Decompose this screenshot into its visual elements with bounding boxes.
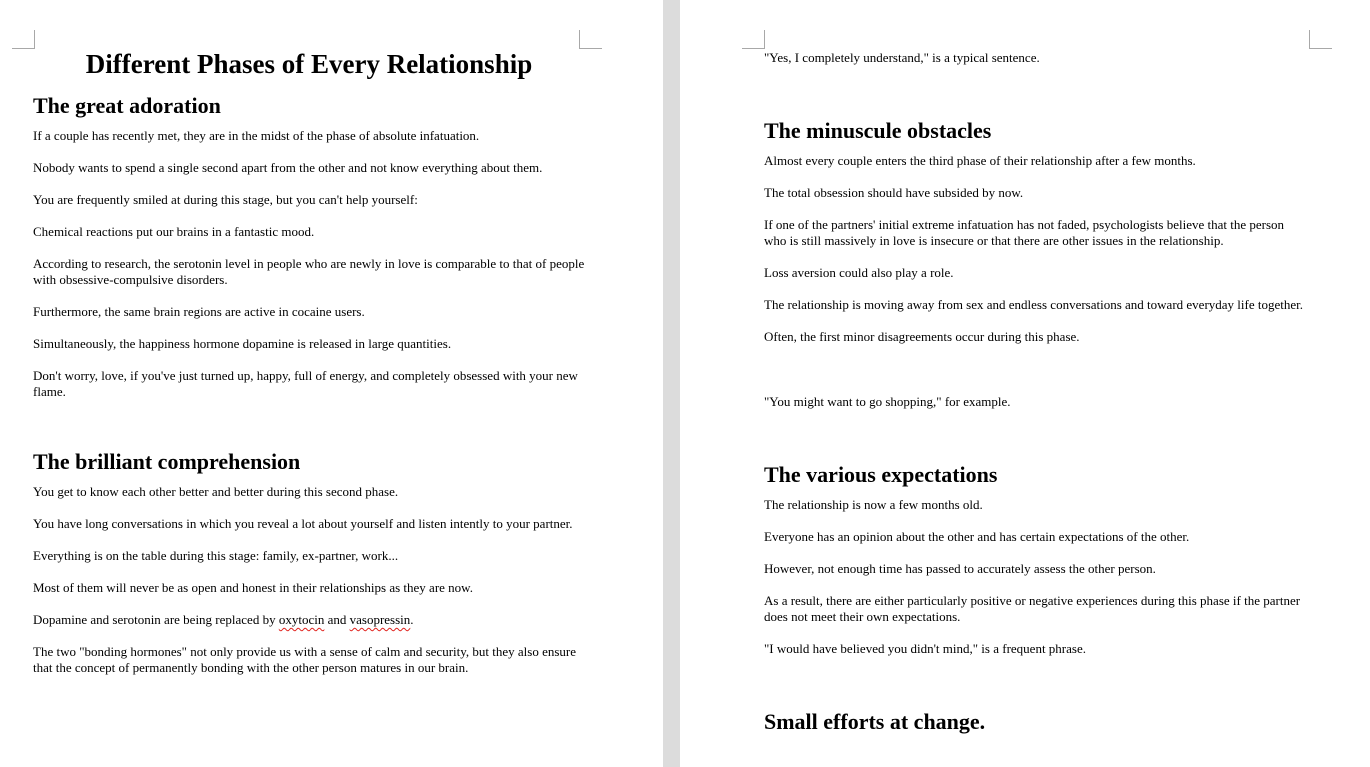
document-title: Different Phases of Every Relationship — [85, 49, 533, 79]
section-heading: The various expectations — [764, 462, 998, 488]
paragraph: Chemical reactions put our brains in a fantastic mood. — [33, 223, 315, 239]
paragraph: The two "bonding hormones" not only provide us with a sense of calm and security, but they also ensure that the concept of permanently bonding with the other person matures in our brain. — [33, 644, 577, 676]
paragraph: Everything is on the table during this stage: family, ex-partner, work... — [33, 548, 399, 564]
paragraph: According to research, the serotonin level in people who are newly in love is comparable to that of people with obsessive-compulsive disorders. — [33, 255, 585, 287]
paragraph: Simultaneously, the happiness hormone dopamine is released in large quantities. — [33, 335, 452, 351]
paragraph: If a couple has recently met, they are in the midst of the phase of absolute infatuation. — [33, 127, 480, 143]
page-content[interactable] — [33, 50, 585, 692]
paragraph: Often, the first minor disagreements occur during this phase. — [764, 329, 1080, 345]
paragraph: Most of them will never be as open and honest in their relationships as they are now. — [33, 580, 473, 596]
page-content[interactable] — [764, 50, 1309, 745]
paragraph: The relationship is moving away from sex and endless conversations and toward everyday life together. — [764, 297, 1303, 313]
paragraph: Almost every couple enters the third phase of their relationship after a few months. — [764, 153, 1196, 169]
paragraph: Nobody wants to spend a single second apart from the other and not know everything about them. — [33, 159, 543, 175]
misspelled-word-vasopressin[interactable]: vasopressin — [349, 612, 411, 628]
crop-mark-top-right — [579, 30, 602, 49]
paragraph: "You might want to go shopping," for example. — [764, 394, 1011, 410]
text-run: and — [324, 612, 350, 628]
paragraph: As a result, there are either particularly positive or negative experiences during this phase if the partner does not meet their own expectations. — [764, 593, 1301, 625]
crop-mark-top-left — [12, 30, 35, 49]
section-heading: Small efforts at change. — [764, 709, 986, 735]
paragraph: You are frequently smiled at during this stage, but you can't help yourself: — [33, 191, 418, 207]
paragraph: The relationship is now a few months old. — [764, 497, 983, 513]
paragraph: However, not enough time has passed to accurately assess the other person. — [764, 561, 1156, 577]
paragraph: Don't worry, love, if you've just turned up, happy, full of energy, and completely obsessed with your new flame. — [33, 367, 578, 399]
section-heading: The great adoration — [33, 92, 221, 118]
document-page-left — [0, 0, 663, 767]
section-heading: The brilliant comprehension — [33, 448, 301, 474]
crop-mark-top-left — [742, 30, 765, 49]
paragraph: "I would have believed you didn't mind," is a frequent phrase. — [764, 641, 1086, 657]
paragraph: "Yes, I completely understand," is a typical sentence. — [764, 50, 1040, 65]
paragraph: You have long conversations in which you reveal a lot about yourself and listen intently to your partner. — [33, 516, 573, 532]
paragraph: Everyone has an opinion about the other and has certain expectations of the other. — [764, 529, 1190, 545]
paragraph-dopamine — [33, 612, 585, 628]
document-page-right — [680, 0, 1370, 767]
text-run: . — [410, 612, 414, 628]
crop-mark-top-right — [1309, 30, 1332, 49]
text-run: Dopamine and serotonin are being replaced by — [33, 612, 279, 628]
paragraph: You get to know each other better and better during this second phase. — [33, 484, 399, 500]
paragraph: Loss aversion could also play a role. — [764, 265, 954, 281]
section-heading: The minuscule obstacles — [764, 118, 992, 143]
paragraph: The total obsession should have subsided by now. — [764, 185, 1024, 201]
paragraph: Furthermore, the same brain regions are active in cocaine users. — [33, 303, 365, 319]
paragraph: If one of the partners' initial extreme infatuation has not faded, psychologists believe that the person who is still massively in love is insecure or that there are other issues in the relationship. — [764, 217, 1285, 249]
misspelled-word-oxytocin[interactable]: oxytocin — [278, 612, 325, 628]
